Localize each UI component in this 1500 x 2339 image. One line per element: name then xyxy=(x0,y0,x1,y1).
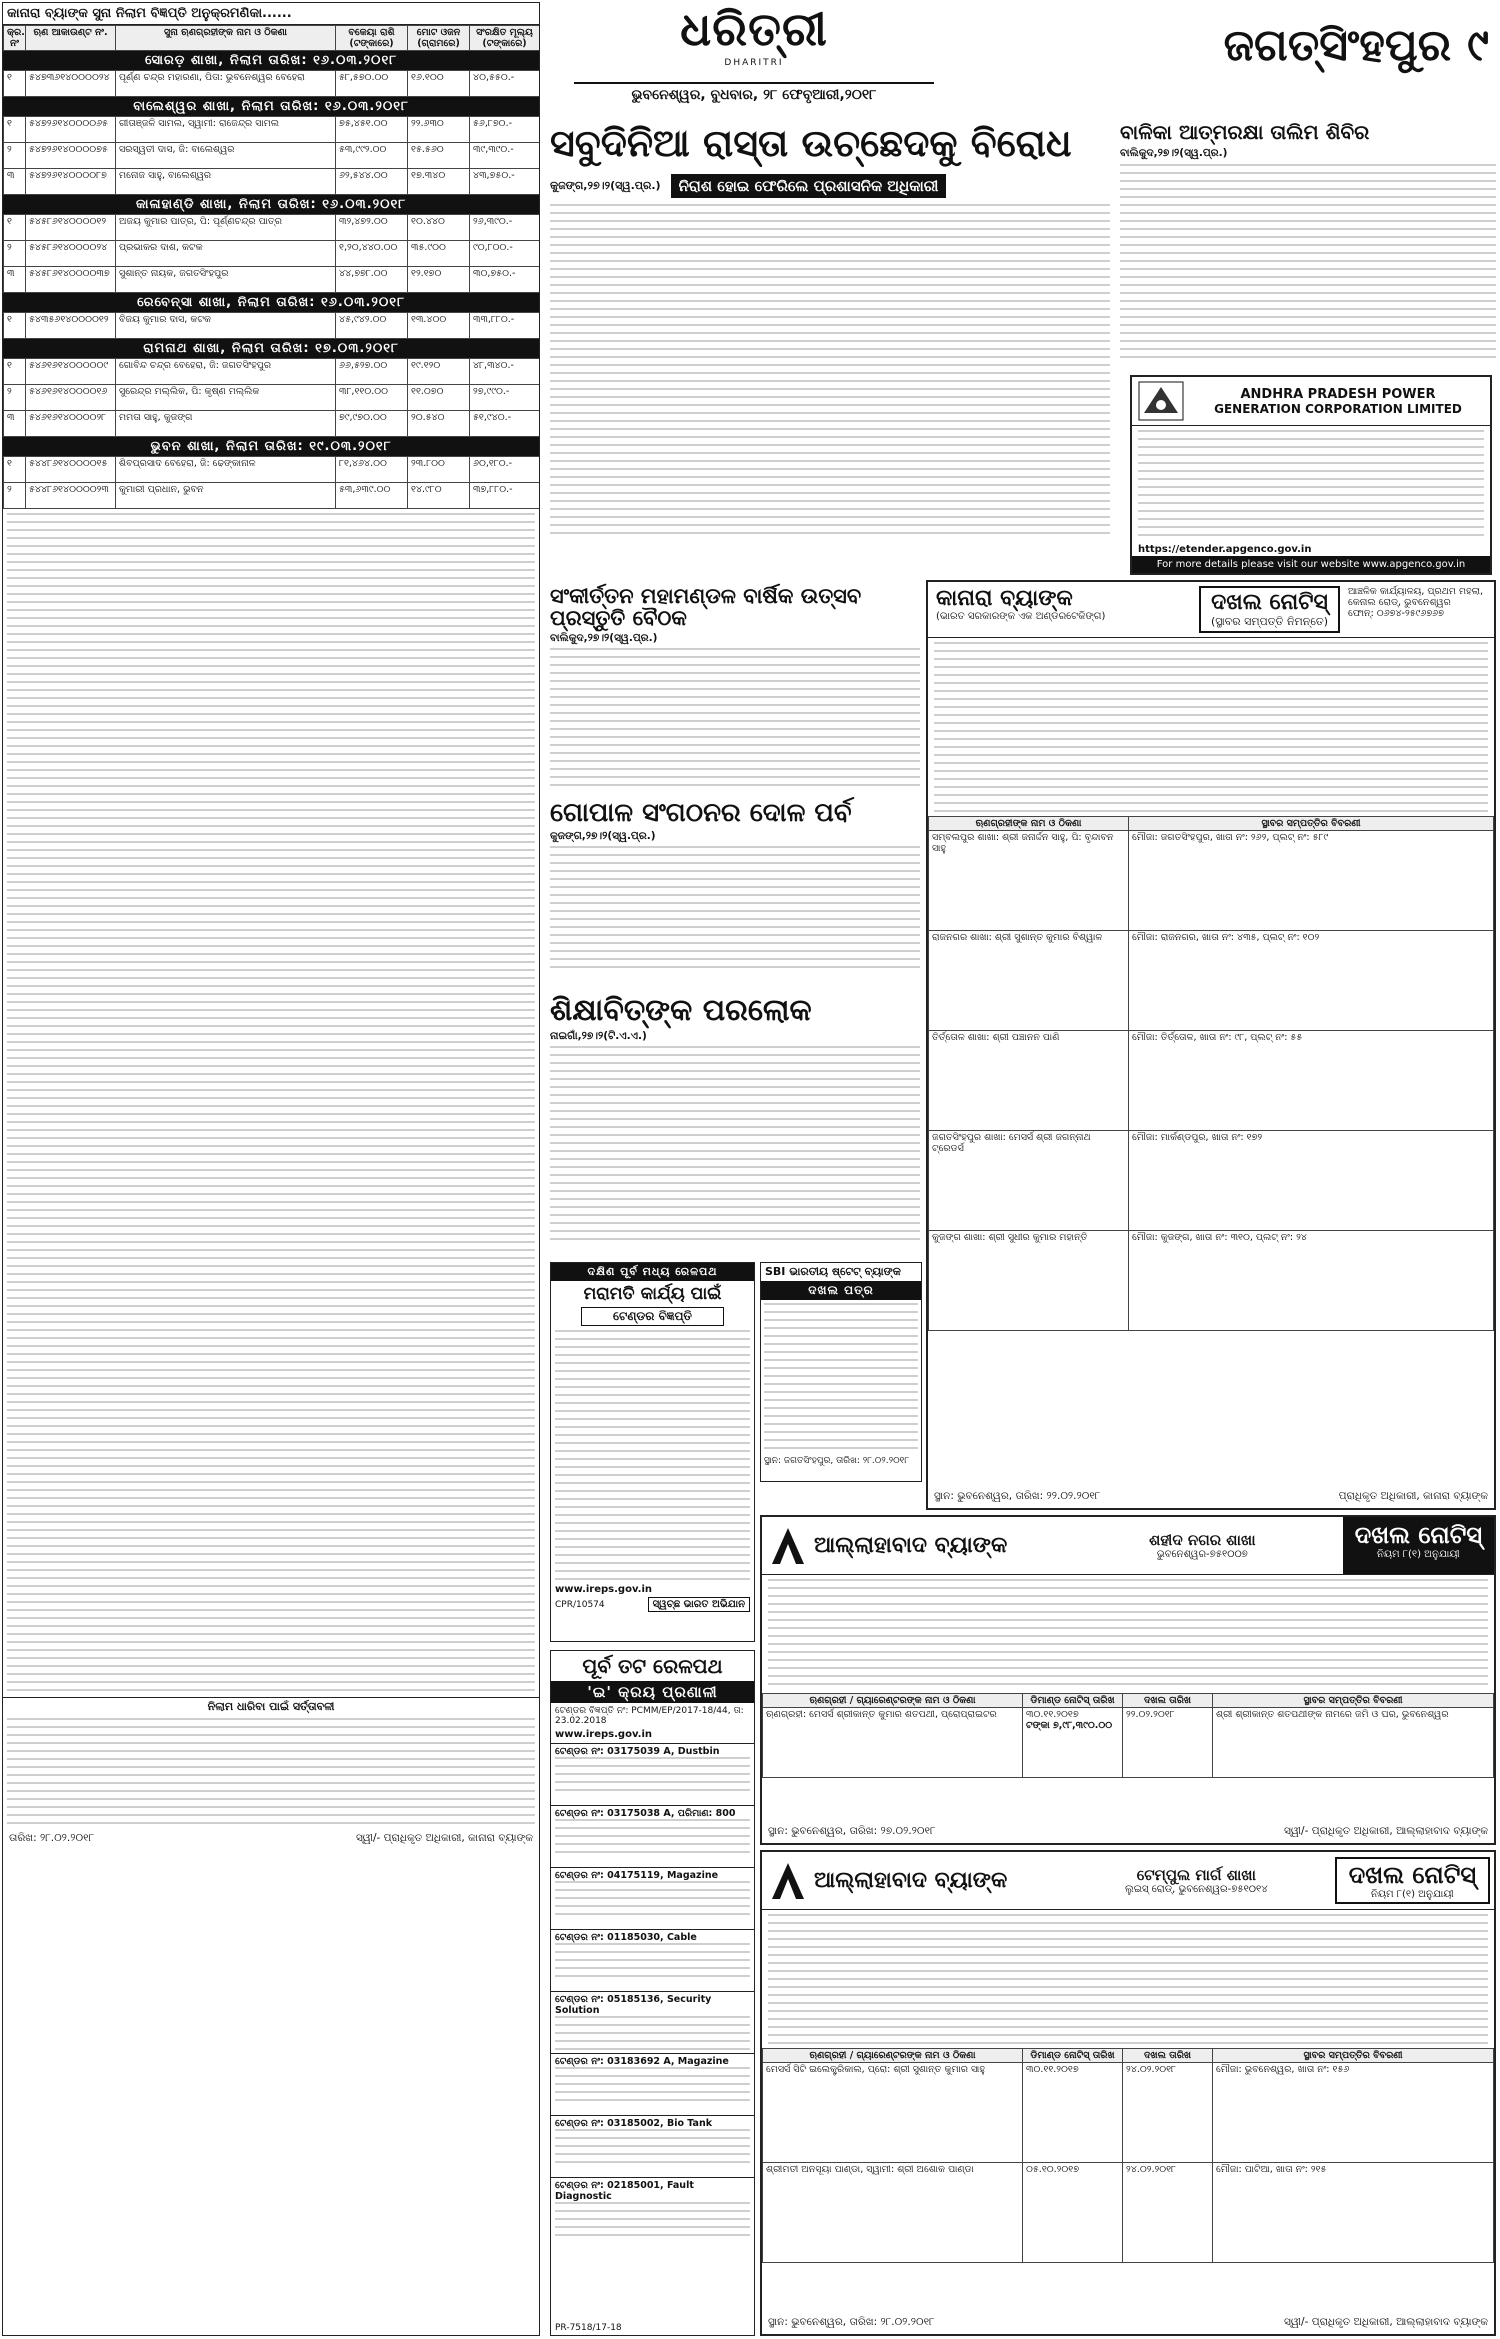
ecor-item-body xyxy=(555,1757,750,1795)
east-coast-tender xyxy=(550,1650,755,2336)
auction-account: ୫୪୭୨୬୧୪୦୦୦୦୮୭ xyxy=(26,169,116,195)
canara-date: ସ୍ଥାନ: ଭୁବନେଶ୍ୱର, ତାରିଖ: ୨୨.୦୨.୨୦୧୮ xyxy=(934,1490,1101,1502)
table-row xyxy=(929,1131,1494,1231)
ecor-item-body xyxy=(555,1819,750,1857)
workshop-story xyxy=(1120,118,1496,368)
auction-amount: ୩୨,୪୭୨.୦୦ xyxy=(336,215,408,241)
auction-amount: ୭୫,୪୫୧.୦୦ xyxy=(336,117,408,143)
allahabad2-borrower: ମେସର୍ସ ସିଟି ଇଲେକ୍ଟ୍ରିକାଲ, ପ୍ରୋ: ଶ୍ରୀ ସୁଶାନ୍ତ କୁମାର ସାହୁ xyxy=(763,2063,1023,2163)
table-row xyxy=(929,931,1494,1031)
table-row xyxy=(4,117,540,143)
canara-borrower: ତିର୍ତ୍ତୋଳ ଶାଖା: ଶ୍ରୀ ପଞ୍ଚାନନ ପାଣି xyxy=(929,1031,1129,1131)
allahabad1-amount: ଟଙ୍କା ୭,୯୮,୩୯୦.୦୦ xyxy=(1026,1720,1113,1731)
auction-notes-title: ନିଲାମ ଧାରିବା ପାଇଁ ସର୍ତ୍ତାବଳୀ xyxy=(3,1697,539,1716)
sbi-body xyxy=(764,1303,918,1453)
allahabad2-logo: ଆଲ୍ଲାହାବାଦ ବ୍ୟାଙ୍କ xyxy=(814,1868,1008,1893)
allahabad2-demand-date: ୩୦.୧୧.୨୦୧୭ xyxy=(1023,2063,1123,2163)
sbi-subtitle: ଦଖଲ ପତ୍ର xyxy=(761,1281,921,1300)
allahabad2-col-property: ସ୍ଥାବର ସମ୍ପତ୍ତିର ବିବରଣୀ xyxy=(1213,2049,1494,2063)
allahabad1-intro xyxy=(768,1579,1488,1689)
allahabad1-branch-sub: ଭୁବନେଶ୍ୱର-୭୫୧୦୦୭ xyxy=(1156,1549,1248,1560)
masthead xyxy=(544,2,1498,112)
ecor-title: ପୂର୍ବ ତଟ ରେଳପଥ xyxy=(582,1654,723,1678)
auction-sl: ୨ xyxy=(4,241,26,267)
table-row xyxy=(4,267,540,293)
allahabad2-col-borrower: ଋଣଗ୍ରହୀ / ଗ୍ୟାରେଣ୍ଟରଙ୍କ ନାମ ଓ ଠିକଣା xyxy=(763,2049,1023,2063)
apgenco-name-2: GENERATION CORPORATION LIMITED xyxy=(1214,401,1462,416)
canara-signature: ପ୍ରାଧିକୃତ ଅଧିକାରୀ, କାନାରା ବ୍ୟାଙ୍କ xyxy=(1338,1490,1488,1502)
allahabad1-property: ଶ୍ରୀ ଶ୍ରୀକାନ୍ତ ଶତପଥୀଙ୍କ ନାମରେ ଜମି ଓ ଘର, ଭୁବନେଶ୍ୱର xyxy=(1213,1708,1494,1778)
auction-sl: ୧ xyxy=(4,215,26,241)
auction-branch-band: ରେବେନ୍ସା ଶାଖା, ନିଲାମ ତାରିଖ: ୧୬.୦୩.୨୦୧୮ xyxy=(3,293,539,312)
auction-reserve: ୩୯,୩୯୦.- xyxy=(470,143,540,169)
ecor-site[interactable]: www.ireps.gov.in xyxy=(555,1729,653,1740)
canara-borrower: ଜଗତସିଂହପୁର ଶାଖା: ମେସର୍ସ ଶ୍ରୀ ଜଗନ୍ନାଥ ଟ୍ରେଡର୍ସ xyxy=(929,1131,1129,1231)
canara-phone: ଫୋନ୍: ୦୬୭୪-୨୫୯୬୭୬୭ xyxy=(1348,608,1444,619)
auction-weight: ୨୦.୫୪୦ xyxy=(408,411,470,437)
allahabad1-logo: ଆଲ୍ଲାହାବାଦ ବ୍ୟାଙ୍କ xyxy=(814,1533,1008,1558)
allahabad2-property: ମୌଜା: ପାଟିଆ, ଖାତା ନଂ: ୨୧୫ xyxy=(1213,2163,1494,2263)
table-row xyxy=(4,457,540,483)
auction-branch-table xyxy=(3,358,540,437)
auction-weight: ୧୪.୯୮୦ xyxy=(408,483,470,509)
story2-body xyxy=(550,648,920,788)
allahabad2-branch: ଟେମ୍ପୁଲ ମାର୍ଗ ଶାଖା xyxy=(1136,1866,1256,1884)
ecor-item-body xyxy=(555,2067,750,2105)
ecor-item-body xyxy=(555,2202,750,2240)
auction-amount: ୪୫,୯୪୨.୦୦ xyxy=(336,313,408,339)
canara-borrower: ରାଜନଗର ଶାଖା: ଶ୍ରୀ ସୁଶାନ୍ତ କୁମାର ବିଶ୍ୱାଳ xyxy=(929,931,1129,1031)
sbi-date: ସ୍ଥାନ: ଜଗତସିଂହପୁର, ତାରିଖ: ୨୮.୦୨.୨୦୧୮ xyxy=(764,1456,910,1466)
allahabad2-notice: ଦଖଲ ନୋଟିସ୍ xyxy=(1348,1861,1476,1889)
auction-amount: ୩୮,୧୧୦.୦୦ xyxy=(336,385,408,411)
auction-reserve: ୪୩,୭୫୦.- xyxy=(470,169,540,195)
auction-reserve: ୩୦,୭୫୦.- xyxy=(470,267,540,293)
table-row xyxy=(4,241,540,267)
table-row xyxy=(4,483,540,509)
auction-branch-band: କାଳାହାଣ୍ଡି ଶାଖା, ନିଲାମ ତାରିଖ: ୧୬.୦୩.୨୦୧୮ xyxy=(3,195,539,214)
allahabad1-branch: ଶହୀଦ ନଗର ଶାଖା xyxy=(1149,1531,1256,1549)
auction-branch-band: ରାମନାଥ ଶାଖା, ନିଲାମ ତାରିଖ: ୧୭.୦୩.୨୦୧୮ xyxy=(3,339,539,358)
sbi-title: SBI ଭାରତୀୟ ଷ୍ଟେଟ୍ ବ୍ୟାଙ୍କ xyxy=(765,1265,901,1278)
auction-branch-table xyxy=(3,456,540,509)
page-number: ୯ xyxy=(1467,20,1489,71)
auction-amount: ୬୨,୫୪୪.୦୦ xyxy=(336,169,408,195)
apgenco-name-1: ANDHRA PRADESH POWER xyxy=(1240,386,1436,402)
canara-table xyxy=(928,816,1494,1331)
workshop-byline: ବାଲିକୁଦ,୨୭।୨(ସ୍ୱ.ପ୍ର.) xyxy=(1120,147,1228,159)
auction-reserve: ୪୦,୫୫୦.- xyxy=(470,71,540,97)
allahabad1-possession-date: ୨୨.୦୨.୨୦୧୮ xyxy=(1123,1708,1213,1778)
workshop-title: ବାଳିକା ଆତ୍ମରକ୍ଷା ତାଲିମ ଶିବିର xyxy=(1120,120,1370,144)
auction-sl: ୧ xyxy=(4,457,26,483)
auction-account: ୫୪୭୨୬୧୪୦୦୦୦୭୫ xyxy=(26,143,116,169)
allahabad-logo-icon xyxy=(770,1861,806,1901)
col-reserve: ସଂରକ୍ଷିତ ମୂଲ୍ୟ (ଟଙ୍କାରେ) xyxy=(470,26,540,51)
auction-table-header xyxy=(3,25,540,51)
apgenco-ad xyxy=(1130,375,1492,575)
allahabad-notice-shahid-nagar xyxy=(760,1515,1496,1845)
auction-borrower: ଗୀତାଞ୍ଜଳି ସାମଲ, ସ୍ୱାମୀ: ରାଜେନ୍ଦ୍ର ସାମଲ xyxy=(116,117,336,143)
story4-body xyxy=(550,1046,920,1246)
ecor-item-body xyxy=(555,1881,750,1919)
col-account: ଋଣ ଆକାଉଣ୍ଟ ନଂ. xyxy=(26,26,116,51)
auction-branch-band: ବାଲେଶ୍ୱର ଶାଖା, ନିଲାମ ତାରିଖ: ୧୬.୦୩.୨୦୧୮ xyxy=(3,97,539,116)
allahabad1-borrower: ଋଣଗ୍ରହୀ: ମେସର୍ସ ଶ୍ରୀକାନ୍ତ କୁମାର ଶତପଥୀ, ପ୍ରୋପ୍ରାଇଟର xyxy=(763,1708,1023,1778)
story4-byline: ନାଇଗାଁ,୨୭।୨(ଟି.ଏ.ଏ.) xyxy=(550,1029,647,1042)
story4-headline: ଶିକ୍ଷାବିତ୍‌ଙ୍କ ପରଲୋକ xyxy=(550,993,812,1028)
auction-weight: ୨୩.୮୦୦ xyxy=(408,457,470,483)
table-row xyxy=(4,71,540,97)
auction-branch-table xyxy=(3,70,540,97)
auction-branch-table xyxy=(3,214,540,293)
canara-borrower: ସମ୍ବଲପୁର ଶାଖା: ଶ୍ରୀ ଜନାର୍ଦ୍ଦନ ସାହୁ, ପି: ବୃନ୍ଦାବନ ସାହୁ xyxy=(929,831,1129,931)
dol-parba-story xyxy=(550,800,920,990)
auction-date: ତାରିଖ: ୨୮.୦୨.୨୦୧୮ xyxy=(9,1832,95,1844)
ecor-item xyxy=(551,2177,754,2239)
auction-sl: ୧ xyxy=(4,359,26,385)
region-name: ଜଗତ୍‌ସିଂହପୁର xyxy=(1223,20,1452,71)
auction-borrower: ପୂର୍ଣ୍ଣ ଚନ୍ଦ୍ର ମହାରଣା, ପିତା: ଭୁବନେଶ୍ୱର ବେହେରା xyxy=(116,71,336,97)
auction-reserve: ୩୩,୮୮୦.- xyxy=(470,313,540,339)
table-row xyxy=(4,169,540,195)
ecor-item xyxy=(551,1929,754,1991)
auction-account: ୫୪୫୮୬୧୪୦୦୦୦୧୨ xyxy=(26,215,116,241)
dateline: ଭୁବନେଶ୍ୱର, ବୁଧବାର, ୨୮ ଫେବୃଆରୀ,୨୦୧୮ xyxy=(574,82,934,103)
apgenco-logo-icon xyxy=(1138,381,1184,421)
canara-possession-notice xyxy=(926,580,1496,1510)
sankirtan-story xyxy=(550,585,920,795)
auction-account: ୫୪୫୮୬୧୪୦୦୦୦୨୪ xyxy=(26,241,116,267)
allahabad1-col-property: ସ୍ଥାବର ସମ୍ପତ୍ତିର ବିବରଣୀ xyxy=(1213,1694,1494,1708)
canara-notice-title: ଦଖଲ ନୋଟିସ୍ xyxy=(1211,590,1328,615)
auction-sl: ୨ xyxy=(4,143,26,169)
ecor-item-label: ଟେଣ୍ଡର ନଂ: 02185001, Fault Diagnostic xyxy=(555,2180,694,2202)
auction-weight: ୧୩.୪୦୦ xyxy=(408,313,470,339)
auction-reserve: ୯୦,୮୦୦.- xyxy=(470,241,540,267)
railway-ref: CPR/10574 xyxy=(555,1599,605,1610)
ecor-subtitle: 'ଇ' କ୍ରୟ ପ୍ରଣାଳୀ xyxy=(551,1681,754,1703)
allahabad1-signature: ସ୍ୱୀ/- ପ୍ରାଧିକୃତ ଅଧିକାରୀ, ଆଲ୍ଲାହାବାଦ ବ୍ୟାଙ୍କ xyxy=(1283,1825,1488,1837)
table-row xyxy=(929,1231,1494,1331)
auction-amount: ୫୩,୯୯୨.୦୦ xyxy=(336,143,408,169)
main-headline: ସବୁଦିନିଆ ରାସ୍ତା ଉଚ୍ଛେଦକୁ ବିରୋଧ xyxy=(550,121,1072,165)
table-row xyxy=(763,2163,1494,2263)
brand-logo xyxy=(654,2,854,68)
canara-property: ମୌଜା: ଜଗତସିଂହପୁର, ଖାତା ନଂ: ୨୬୨, ପ୍ଲଟ୍ ନଂ: ୫୮୯ xyxy=(1129,831,1494,931)
ecor-item-body xyxy=(555,2129,750,2167)
auction-borrower: ଅଜୟ କୁମାର ପାତ୍ର, ପି: ପୂର୍ଣ୍ଣଚନ୍ଦ୍ର ପାତ୍ର xyxy=(116,215,336,241)
auction-reserve: ୫୧,୯୪୦.- xyxy=(470,411,540,437)
auction-sl: ୩ xyxy=(4,169,26,195)
auction-account: ୫୪୬୧୬୧୪୦୦୦୦୦୯ xyxy=(26,359,116,385)
sbi-notice xyxy=(760,1262,922,1482)
auction-borrower: କୁମାରୀ ପ୍ରଧାନ, ଭୁବନ xyxy=(116,483,336,509)
auction-weight: ୧୧.୦୭୦ xyxy=(408,385,470,411)
ecor-item xyxy=(551,2115,754,2177)
auction-amount: ୮୧,୪୬୪.୦୦ xyxy=(336,457,408,483)
auction-amount: ୪୪,୭୭୮.୦୦ xyxy=(336,267,408,293)
ecor-item-label: ଟେଣ୍ଡର ନଂ: 03175038 A, ପରିମାଣ: 800 xyxy=(555,1808,736,1819)
auction-sl: ୩ xyxy=(4,267,26,293)
auction-weight: ୧୫.୫୬୦ xyxy=(408,143,470,169)
allahabad-notice-temple-road xyxy=(760,1850,1496,2336)
region-label xyxy=(1099,20,1489,71)
auction-branch-band: ସୋରଡ଼ ଶାଖା, ନିଲାମ ତାରିଖ: ୧୬.୦୩.୨୦୧୮ xyxy=(3,51,539,70)
auction-weight: ୩୫.୯୦୦ xyxy=(408,241,470,267)
railway-body xyxy=(555,1330,750,1580)
ecor-item-label: ଟେଣ୍ଡର ନଂ: 05185136, Security Solution xyxy=(555,1994,712,2016)
auction-borrower: ମନୋଜ ସାହୁ, ବାଲେଶ୍ୱର xyxy=(116,169,336,195)
allahabad1-col-demand: ଡିମାଣ୍ଡ ନୋଟିସ୍ ତାରିଖ xyxy=(1023,1694,1123,1708)
table-row xyxy=(4,359,540,385)
brand-sub: DHARITRI xyxy=(724,58,784,68)
auction-account: ୫୪୬୧୬୧୪୦୦୦୦୨୮ xyxy=(26,411,116,437)
ecor-item-body xyxy=(555,2016,750,2054)
col-sl: କ୍ର. ନଂ xyxy=(4,26,26,51)
story2-byline: ବାଲିକୁଦ,୨୭।୨(ସ୍ୱ.ପ୍ର.) xyxy=(550,632,658,645)
auction-amount: ୬୬,୫୨୭.୦୦ xyxy=(336,359,408,385)
auction-sl: ୨ xyxy=(4,385,26,411)
col-weight: ମୋଟ ଓଜନ (ଗ୍ରାମରେ) xyxy=(408,26,470,51)
col-name: ସୁନା ଋଣଗ୍ରହୀଙ୍କ ନାମ ଓ ଠିକଣା xyxy=(116,26,336,51)
auction-amount: ୧,୨୦,୪୪୦.୦୦ xyxy=(336,241,408,267)
auction-sl: ୧ xyxy=(4,117,26,143)
ecor-item xyxy=(551,1743,754,1805)
auction-reserve: ୨୭,୯୯୦.- xyxy=(470,385,540,411)
allahabad1-notice-sub: ନିୟମ ୮(୧) ଅନୁଯାୟୀ xyxy=(1376,1549,1460,1560)
ecor-ref: ଟେଣ୍ଡର ବିଜ୍ଞପ୍ତି ନଂ: PCMM/EP/2017-18/44, ତା: 23.02.2018 xyxy=(555,1706,744,1726)
story3-byline: କୁଜଙ୍ଗ,୨୭।୨(ସ୍ୱ.ପ୍ର.) xyxy=(550,830,656,843)
allahabad1-table xyxy=(762,1693,1494,1778)
allahabad-logo-icon xyxy=(770,1526,806,1566)
auction-borrower: ଗୋବିନ୍ଦ ଚନ୍ଦ୍ର ବେହେରା, ଜି: ଜଗତସିଂହପୁର xyxy=(116,359,336,385)
auction-reserve: ୬୦,୧୮୦.- xyxy=(470,457,540,483)
canara-property: ମୌଜା: ରାଜନଗର, ଖାତା ନଂ: ୪୩୫, ପ୍ଲଟ୍ ନଂ: ୧୦୨ xyxy=(1129,931,1494,1031)
apgenco-footer: For more details please visit our website www.apgenco.gov.in xyxy=(1132,556,1490,573)
auction-borrower: ବିଜୟ କୁମାର ଦାସ, କଟକ xyxy=(116,313,336,339)
ecor-item xyxy=(551,1991,754,2053)
workshop-body xyxy=(1120,164,1496,364)
allahabad2-possession-date: ୨୪.୦୨.୨୦୧୮ xyxy=(1123,2163,1213,2263)
auction-branch-table xyxy=(3,312,540,339)
railway-site[interactable]: www.ireps.gov.in xyxy=(555,1584,653,1595)
auction-weight: ୨୨.୬୩୦ xyxy=(408,117,470,143)
ecor-ref-no: PR-7518/17-18 xyxy=(555,2323,622,2333)
table-row xyxy=(929,831,1494,931)
railway-tag: ଟେଣ୍ଡର ବିଜ୍ଞପ୍ତି xyxy=(581,1307,724,1326)
auction-sl: ୩ xyxy=(4,411,26,437)
ecor-item-label: ଟେଣ୍ଡର ନଂ: 04175119, Magazine xyxy=(555,1870,719,1881)
canara-intro xyxy=(934,642,1488,812)
railway-tender xyxy=(550,1262,755,1642)
auction-branch-band: ଭୁବନ ଶାଖା, ନିଲାମ ତାରିଖ: ୧୯.୦୩.୨୦୧୮ xyxy=(3,437,539,456)
allahabad1-notice: ଦଖଲ ନୋଟିସ୍ xyxy=(1354,1521,1482,1549)
ecor-item-label: ଟେଣ୍ଡର ନଂ: 03183692 A, Magazine xyxy=(555,2056,729,2067)
table-row xyxy=(4,385,540,411)
canara-property: ମୌଜା: ମାର୍କଣ୍ଡପୁର, ଖାତା ନଂ: ୧୭୨ xyxy=(1129,1131,1494,1231)
allahabad2-demand-date: ୦୫.୧୦.୨୦୧୭ xyxy=(1023,2163,1123,2263)
ecor-item xyxy=(551,1805,754,1867)
auction-reserve: ୫୬,୮୭୦.- xyxy=(470,117,540,143)
railway-title: ମରାମତି କାର୍ଯ୍ୟ ପାଇଁ xyxy=(583,1284,722,1304)
table-row xyxy=(4,411,540,437)
auction-branches xyxy=(3,51,539,509)
allahabad1-date: ସ୍ଥାନ: ଭୁବନେଶ୍ୱର, ତାରିଖ: ୨୭.୦୨.୨୦୧୮ xyxy=(768,1825,936,1837)
auction-reserve: ୩୭,୮୮୦.- xyxy=(470,483,540,509)
apgenco-body xyxy=(1138,430,1484,540)
story3-headline: ଗୋପାଳ ସଂଗଠନର ଦୋଳ ପର୍ବ xyxy=(550,798,852,828)
allahabad2-col-demand: ଡିମାଣ୍ଡ ନୋଟିସ୍ ତାରିଖ xyxy=(1023,2049,1123,2063)
auction-title: କାନାରା ବ୍ୟାଙ୍କ ସୁନା ନିଲାମ ବିଜ୍ଞପ୍ତି ଅନୁକ୍ରମଣିକା...... xyxy=(3,3,539,25)
story2-headline: ସଂକୀର୍ତ୍ତନ ମହାମଣ୍ଡଳ ବାର୍ଷିକ ଉତ୍ସବ ପ୍ରସ୍ତୁତି ବୈଠକ xyxy=(550,584,862,631)
railway-footer: ସ୍ୱଚ୍ଛ ଭାରତ ଅଭିଯାନ xyxy=(648,1597,750,1612)
auction-borrower: ସୁରେନ୍ଦ୍ର ମଲ୍ଲିକ, ପି: କୃଷ୍ଣ ମଲ୍ଲିକ xyxy=(116,385,336,411)
table-row xyxy=(4,215,540,241)
allahabad1-col-borrower: ଋଣଗ୍ରହୀ / ଗ୍ୟାରେଣ୍ଟରଙ୍କ ନାମ ଓ ଠିକଣା xyxy=(763,1694,1023,1708)
table-row xyxy=(4,313,540,339)
brand-name: ଧରିତ୍ରୀ xyxy=(680,2,828,56)
apgenco-site[interactable]: https://etender.apgenco.gov.in xyxy=(1138,544,1312,555)
main-story xyxy=(550,118,1110,578)
ecor-item-body xyxy=(555,1943,750,1981)
story3-body xyxy=(550,846,920,971)
allahabad1-col-possession: ଦଖଲ ତାରିଖ xyxy=(1123,1694,1213,1708)
auction-borrower: ପ୍ରଭାକର ଦାଶ, କଟକ xyxy=(116,241,336,267)
auction-account: ୫୪୫୮୬୧୪୦୦୦୦୩୭ xyxy=(26,267,116,293)
canara-logo: କାନାରା ବ୍ୟାଙ୍କ xyxy=(936,586,1073,611)
auction-account: ୫୪୭୩୬୧୪୦୦୦୦୨୪ xyxy=(26,71,116,97)
col-amount: ବକେୟା ରାଶି (ଟଙ୍କାରେ) xyxy=(336,26,408,51)
auction-weight: ୧୯.୧୨୦ xyxy=(408,359,470,385)
auction-account: ୫୪୩୫୬୧୪୦୦୦୦୧୨ xyxy=(26,313,116,339)
auction-sl: ୧ xyxy=(4,313,26,339)
ecor-item-label: ଟେଣ୍ଡର ନଂ: 01185030, Cable xyxy=(555,1932,697,1943)
table-row xyxy=(929,1031,1494,1131)
auction-filler xyxy=(7,513,535,1693)
railway-org: ଦକ୍ଷିଣ ପୂର୍ବ ମଧ୍ୟ ରେଳପଥ xyxy=(551,1263,754,1281)
allahabad2-date: ସ୍ଥାନ: ଭୁବନେଶ୍ୱର, ତାରିଖ: ୨୮.୦୨.୨୦୧୮ xyxy=(768,2316,935,2328)
canara-borrower: କୁଜଙ୍ଗ ଶାଖା: ଶ୍ରୀ ସୁଧୀର କୁମାର ମହାନ୍ତି xyxy=(929,1231,1129,1331)
ecor-item-label: ଟେଣ୍ଡର ନଂ: 03185002, Bio Tank xyxy=(555,2118,713,2129)
auction-weight: ୧୦.୪୪୦ xyxy=(408,215,470,241)
ecor-item xyxy=(551,2053,754,2115)
ecor-item-list xyxy=(551,1743,754,2239)
auction-account: ୫୪୬୧୬୧୪୦୦୦୦୧୬ xyxy=(26,385,116,411)
auction-sl: ୨ xyxy=(4,483,26,509)
auction-notes xyxy=(7,1718,535,1828)
canara-property: ମୌଜା: କୁଜଙ୍ଗ, ଖାତା ନଂ: ୩୧୦, ପ୍ଲଟ୍ ନଂ: ୨୪ xyxy=(1129,1231,1494,1331)
table-row xyxy=(4,143,540,169)
auction-amount: ୫୮,୫୭୦.୦୦ xyxy=(336,71,408,97)
ecor-item-label: ଟେଣ୍ଡର ନଂ: 03175039 A, Dustbin xyxy=(555,1746,720,1757)
auction-weight: ୧୨.୧୭୦ xyxy=(408,267,470,293)
allahabad1-demand-date: ୩୦.୧୧.୨୦୧୭ xyxy=(1026,1709,1079,1720)
auction-borrower: ସୁଶାନ୍ତ ନାୟକ, ଜଗତସିଂହପୁର xyxy=(116,267,336,293)
auction-borrower: ସରସ୍ୱତୀ ଦାସ, ଜି: ବାଲେଶ୍ୱର xyxy=(116,143,336,169)
allahabad1-demand-cell xyxy=(1023,1708,1123,1778)
table-row xyxy=(763,1708,1494,1778)
auction-branch-table xyxy=(3,116,540,195)
allahabad2-notice-sub: ନିୟମ ୮(୧) ଅନୁଯାୟୀ xyxy=(1370,1889,1454,1900)
auction-sl: ୧ xyxy=(4,71,26,97)
auction-signature: ସ୍ୱୀ/- ପ୍ରାଧିକୃତ ଅଧିକାରୀ, କାନାରା ବ୍ୟାଙ୍କ xyxy=(355,1832,533,1844)
auction-weight: ୧୭.୩୪୦ xyxy=(408,169,470,195)
auction-reserve: ୨୬,୩୯୦.- xyxy=(470,215,540,241)
allahabad2-col-possession: ଦଖଲ ତାରିଖ xyxy=(1123,2049,1213,2063)
auction-borrower: ଶିବପ୍ରସାଦ ବେହେରା, ଜି: ଢେଙ୍କାନାଳ xyxy=(116,457,336,483)
auction-borrower: ମମତା ସାହୁ, କୁଜଙ୍ଗ xyxy=(116,411,336,437)
canara-col-property: ସ୍ଥାବର ସମ୍ପତ୍ତିର ବିବରଣୀ xyxy=(1129,817,1494,831)
table-row xyxy=(763,2063,1494,2163)
auction-account: ୫୪୪୮୬୧୪୦୦୦୦୧୫ xyxy=(26,457,116,483)
gold-auction-notice xyxy=(2,2,540,2336)
allahabad2-borrower: ଶ୍ରୀମତୀ ଅନସୂୟା ପାଣ୍ଡା, ସ୍ୱାମୀ: ଶ୍ରୀ ଅଶୋକ ପାଣ୍ଡା xyxy=(763,2163,1023,2263)
auction-amount: ୭୯,୯୭୦.୦୦ xyxy=(336,411,408,437)
allahabad2-property: ମୌଜା: ଭୁବନେଶ୍ୱର, ଖାତା ନଂ: ୧୫୬ xyxy=(1213,2063,1494,2163)
canara-sub: (ଭାରତ ସରକାରଙ୍କ ଏକ ଅଣ୍ଡରଟେକିଙ୍ଗ) xyxy=(936,611,1106,622)
canara-notice-sub: (ସ୍ଥାବର ସମ୍ପତ୍ତି ନିମନ୍ତେ) xyxy=(1211,615,1328,628)
auction-reserve: ୪୮,୩୪୦.- xyxy=(470,359,540,385)
auction-account: ୫୪୪୮୬୧୪୦୦୦୦୨୩ xyxy=(26,483,116,509)
allahabad2-signature: ସ୍ୱୀ/- ପ୍ରାଧିକୃତ ଅଧିକାରୀ, ଆଲ୍ଲାହାବାଦ ବ୍ୟାଙ୍କ xyxy=(1283,2316,1488,2328)
allahabad2-table xyxy=(762,2048,1494,2263)
auction-account: ୫୪୭୨୬୧୪୦୦୦୦୬୫ xyxy=(26,117,116,143)
main-subhead: ନିରାଶ ହୋଇ ଫେରିଲେ ପ୍ରଶାସନିକ ଅଧିକାରୀ xyxy=(671,174,947,198)
main-byline: କୁଜଙ୍ଗ,୨୭।୨(ସ୍ୱ.ପ୍ର.) xyxy=(550,178,661,192)
auction-amount: ୫୩,୬୩୯.୦୦ xyxy=(336,483,408,509)
allahabad2-intro xyxy=(768,1914,1488,2044)
auction-weight: ୧୬.୧୦୦ xyxy=(408,71,470,97)
ecor-item xyxy=(551,1867,754,1929)
allahabad2-branch-sub: ଲୁଇସ୍ ରୋଡ୍, ଭୁବନେଶ୍ୱର-୭୫୧୦୧୪ xyxy=(1125,1884,1268,1895)
canara-property: ମୌଜା: ତିର୍ତ୍ତୋଳ, ଖାତା ନଂ: ୯୮, ପ୍ଲଟ୍ ନଂ: ୫୫ xyxy=(1129,1031,1494,1131)
main-story-body xyxy=(550,204,1110,534)
canara-branch-address: ଆଞ୍ଚଳିକ କାର୍ଯ୍ୟାଳୟ, ପ୍ରଥମ ମହଲା, କେନାଲ ରୋଡ୍, ଭୁବନେଶ୍ୱର xyxy=(1348,586,1484,608)
allahabad2-possession-date: ୨୪.୦୨.୨୦୧୮ xyxy=(1123,2063,1213,2163)
canara-col-borrower: ଋଣଗ୍ରହୀଙ୍କ ନାମ ଓ ଠିକଣା xyxy=(929,817,1129,831)
obituary-story xyxy=(550,995,920,1260)
